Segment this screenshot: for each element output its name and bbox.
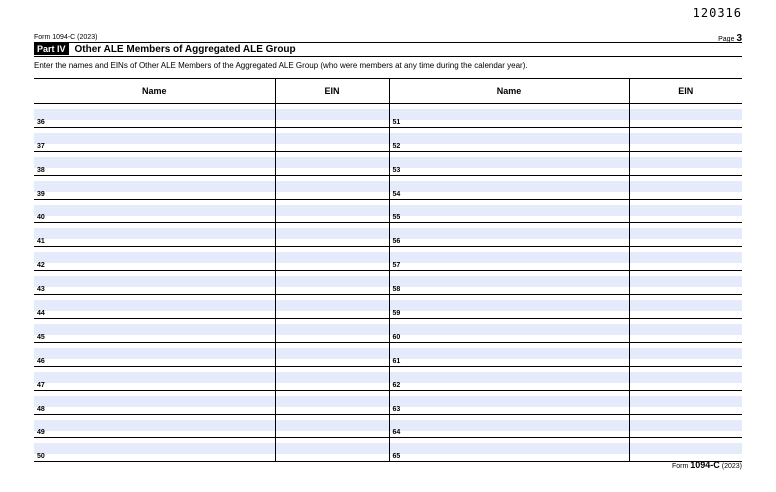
line-number: 43	[37, 286, 45, 294]
field-fill	[276, 157, 389, 168]
ein-field-right[interactable]	[629, 247, 742, 271]
name-field-right[interactable]	[389, 414, 629, 438]
table-row	[34, 151, 742, 175]
line-number: 65	[392, 453, 401, 461]
line-number: 62	[392, 381, 401, 389]
footer-year: (2023)	[721, 463, 742, 470]
ein-field-left[interactable]	[275, 390, 389, 414]
ein-field-right[interactable]	[629, 223, 742, 247]
line-number: 52	[392, 142, 401, 150]
field-fill	[390, 181, 629, 192]
field-fill	[630, 348, 743, 359]
field-fill	[34, 276, 275, 287]
line-number: 38	[37, 166, 45, 174]
field-fill	[276, 109, 389, 120]
form-code: 120316	[692, 6, 742, 20]
ein-field-left[interactable]	[275, 342, 389, 366]
field-fill	[34, 443, 275, 454]
field-fill	[390, 133, 629, 144]
table-row	[34, 175, 742, 199]
name-field-left[interactable]	[34, 319, 275, 343]
ein-field-right[interactable]	[629, 151, 742, 175]
field-fill	[390, 276, 629, 287]
line-number: 39	[37, 190, 45, 198]
form-id: Form 1094-C (2023)	[34, 34, 98, 41]
name-field-right[interactable]	[389, 199, 629, 223]
table-row	[34, 247, 742, 271]
ein-field-left[interactable]	[275, 199, 389, 223]
field-fill	[390, 420, 629, 431]
footer-form-name: 1094-C	[690, 460, 720, 470]
line-number: 47	[37, 381, 45, 389]
name-field-right[interactable]	[389, 223, 629, 247]
name-field-left[interactable]	[34, 199, 275, 223]
field-fill	[630, 252, 743, 263]
field-fill	[276, 372, 389, 383]
name-field-left[interactable]	[34, 414, 275, 438]
part-label: Part IV	[34, 43, 69, 55]
field-fill	[34, 181, 275, 192]
field-fill	[630, 109, 743, 120]
field-fill	[276, 324, 389, 335]
line-number: 54	[392, 190, 401, 198]
name-field-left[interactable]	[34, 438, 275, 462]
ein-field-left[interactable]	[275, 151, 389, 175]
line-number: 61	[392, 357, 401, 365]
ein-field-left[interactable]	[275, 319, 389, 343]
name-field-right[interactable]	[389, 151, 629, 175]
line-number: 36	[37, 118, 45, 126]
line-number: 42	[37, 262, 45, 270]
field-fill	[630, 181, 743, 192]
field-fill	[390, 324, 629, 335]
ein-field-left[interactable]	[275, 247, 389, 271]
name-field-right[interactable]	[389, 319, 629, 343]
name-field-left[interactable]	[34, 342, 275, 366]
name-field-right[interactable]	[389, 390, 629, 414]
line-number: 46	[37, 357, 45, 365]
line-number: 55	[392, 214, 401, 222]
field-fill	[276, 348, 389, 359]
ein-field-right[interactable]	[629, 342, 742, 366]
name-field-left[interactable]	[34, 295, 275, 319]
field-fill	[390, 109, 629, 120]
ein-field-left[interactable]	[275, 438, 389, 462]
line-number: 56	[392, 238, 401, 246]
ein-field-right[interactable]	[629, 104, 742, 128]
table-row	[34, 104, 742, 128]
footer-form-label	[672, 460, 742, 470]
table-row	[34, 366, 742, 390]
name-field-right[interactable]	[389, 104, 629, 128]
field-fill	[276, 252, 389, 263]
column-header-name-left: Name	[34, 79, 275, 104]
field-fill	[276, 276, 389, 287]
field-fill	[390, 228, 629, 239]
field-fill	[276, 205, 389, 216]
field-fill	[390, 252, 629, 263]
field-fill	[34, 420, 275, 431]
field-fill	[630, 276, 743, 287]
column-header-ein-left: EIN	[275, 79, 389, 104]
field-fill	[34, 348, 275, 359]
table-row	[34, 342, 742, 366]
field-fill	[630, 324, 743, 335]
field-fill	[34, 324, 275, 335]
ein-field-right[interactable]	[629, 127, 742, 151]
line-number: 63	[392, 405, 401, 413]
ein-field-left[interactable]	[275, 223, 389, 247]
name-field-left[interactable]	[34, 151, 275, 175]
members-table	[34, 78, 742, 462]
field-fill	[390, 396, 629, 407]
line-number: 44	[37, 310, 45, 318]
field-fill	[390, 205, 629, 216]
field-fill	[390, 348, 629, 359]
name-field-left[interactable]	[34, 390, 275, 414]
ein-field-left[interactable]	[275, 366, 389, 390]
line-number: 58	[392, 286, 401, 294]
field-fill	[630, 133, 743, 144]
field-fill	[34, 109, 275, 120]
ein-field-right[interactable]	[629, 366, 742, 390]
page-label: Page	[718, 36, 735, 43]
line-number: 40	[37, 214, 45, 222]
field-fill	[34, 228, 275, 239]
name-field-left[interactable]	[34, 366, 275, 390]
table-row	[34, 414, 742, 438]
field-fill	[390, 157, 629, 168]
field-fill	[34, 205, 275, 216]
footer-prefix: Form	[671, 463, 689, 470]
name-field-left[interactable]	[34, 127, 275, 151]
table-row	[34, 295, 742, 319]
ein-field-left[interactable]	[275, 127, 389, 151]
field-fill	[630, 205, 743, 216]
field-fill	[276, 420, 389, 431]
name-field-left[interactable]	[34, 247, 275, 271]
field-fill	[630, 300, 743, 311]
field-fill	[276, 133, 389, 144]
name-field-left[interactable]	[34, 104, 275, 128]
ein-field-right[interactable]	[629, 390, 742, 414]
ein-field-right[interactable]	[629, 319, 742, 343]
ein-field-right[interactable]	[629, 295, 742, 319]
ein-field-left[interactable]	[275, 414, 389, 438]
page-number-value: 3	[736, 33, 742, 44]
table-header-row	[34, 79, 742, 104]
line-number: 48	[37, 405, 45, 413]
field-fill	[276, 228, 389, 239]
field-fill	[276, 300, 389, 311]
table-row	[34, 319, 742, 343]
ein-field-left[interactable]	[275, 295, 389, 319]
line-number: 49	[37, 429, 45, 437]
line-number: 37	[37, 142, 45, 150]
field-fill	[34, 133, 275, 144]
name-field-left[interactable]	[34, 271, 275, 295]
column-header-name-right: Name	[389, 79, 629, 104]
field-fill	[630, 372, 743, 383]
ein-field-left[interactable]	[275, 104, 389, 128]
ein-field-right[interactable]	[629, 199, 742, 223]
line-number: 51	[392, 118, 401, 126]
ein-field-right[interactable]	[629, 414, 742, 438]
field-fill	[630, 228, 743, 239]
name-field-right[interactable]	[389, 247, 629, 271]
line-number: 50	[37, 453, 45, 461]
line-number: 57	[392, 262, 401, 270]
field-fill	[276, 396, 389, 407]
ein-field-left[interactable]	[275, 175, 389, 199]
ein-field-right[interactable]	[629, 175, 742, 199]
table-row	[34, 127, 742, 151]
line-number: 53	[392, 166, 401, 174]
table-row	[34, 271, 742, 295]
name-field-left[interactable]	[34, 223, 275, 247]
field-fill	[390, 300, 629, 311]
field-fill	[390, 443, 629, 454]
line-number: 64	[392, 429, 401, 437]
ein-field-right[interactable]	[629, 438, 742, 462]
name-field-right[interactable]	[389, 366, 629, 390]
name-field-right[interactable]	[389, 175, 629, 199]
field-fill	[630, 396, 743, 407]
field-fill	[34, 396, 275, 407]
field-fill	[276, 181, 389, 192]
name-field-right[interactable]	[389, 295, 629, 319]
table-row	[34, 438, 742, 462]
name-field-right[interactable]	[389, 342, 629, 366]
name-field-right[interactable]	[389, 127, 629, 151]
part-title: Other ALE Members of Aggregated ALE Group	[74, 43, 296, 55]
column-header-ein-right: EIN	[629, 79, 742, 104]
ein-field-left[interactable]	[275, 271, 389, 295]
field-fill	[630, 443, 743, 454]
line-number: 41	[37, 238, 45, 246]
name-field-right[interactable]	[389, 271, 629, 295]
table-row	[34, 199, 742, 223]
table-row	[34, 390, 742, 414]
field-fill	[34, 157, 275, 168]
field-fill	[34, 252, 275, 263]
name-field-left[interactable]	[34, 175, 275, 199]
line-number: 59	[392, 310, 401, 318]
line-number: 60	[392, 333, 401, 341]
table-row	[34, 223, 742, 247]
field-fill	[630, 420, 743, 431]
field-fill	[390, 372, 629, 383]
ein-field-right[interactable]	[629, 271, 742, 295]
line-number: 45	[37, 333, 45, 341]
name-field-right[interactable]	[389, 438, 629, 462]
field-fill	[630, 157, 743, 168]
field-fill	[34, 300, 275, 311]
part-heading	[34, 43, 742, 55]
part-rule	[34, 56, 742, 57]
field-fill	[34, 372, 275, 383]
instructions: Enter the names and EINs of Other ALE Members of the Aggregated ALE Group (who were members at any time during the calendar year).	[34, 61, 528, 70]
field-fill	[276, 443, 389, 454]
